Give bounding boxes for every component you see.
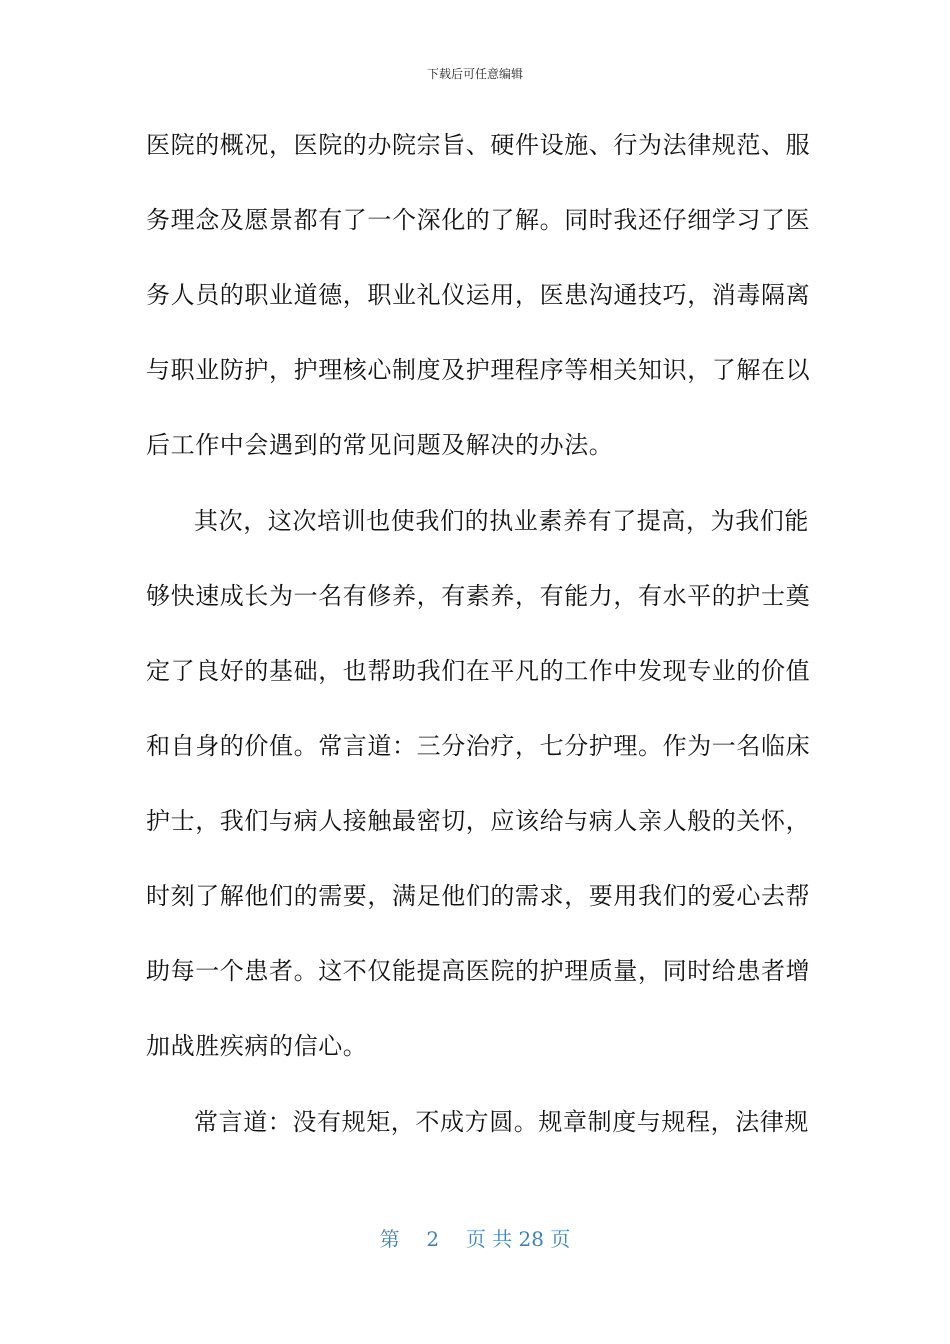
text-line: 定了良好的基础，也帮助我们在平凡的工作中发现专业的价值: [146, 657, 811, 685]
footer-middle: 页 共: [465, 1227, 513, 1251]
text-line: 护士，我们与病人接触最密切，应该给与病人亲人般的关怀，: [146, 807, 811, 835]
page-number-footer: [0, 1226, 950, 1252]
total-page-number: 28: [518, 1227, 544, 1251]
text-line: 后工作中会遇到的常见问题及解决的办法。: [146, 431, 614, 459]
paragraph-first-line: 其次，这次培训也使我们的执业素养有了提高，为我们能: [194, 507, 809, 535]
text-line: 加战胜疾病的信心。: [146, 1032, 368, 1060]
text-line: 医院的概况，医院的办院宗旨、硬件设施、行为法律规范、服: [146, 131, 811, 159]
text-line: 够快速成长为一名有修养，有素养，有能力，有水平的护士奠: [146, 582, 811, 610]
text-line: 务理念及愿景都有了一个深化的了解。同时我还仔细学习了医: [146, 206, 811, 234]
text-line: 务人员的职业道德，职业礼仪运用，医患沟通技巧，消毒隔离: [146, 281, 811, 309]
footer-suffix: 页: [550, 1227, 571, 1251]
current-page-number: 2: [426, 1227, 440, 1251]
text-line: 和自身的价值。常言道：三分治疗，七分护理。作为一名临床: [146, 732, 811, 760]
text-line: 与职业防护，护理核心制度及护理程序等相关知识，了解在以: [146, 356, 811, 384]
text-line: 时刻了解他们的需要，满足他们的需求，要用我们的爱心去帮: [146, 882, 811, 910]
page-header-note: 下载后可任意编辑: [426, 67, 523, 81]
paragraph-first-line: 常言道：没有规矩，不成方圆。规章制度与规程，法律规: [194, 1108, 809, 1136]
text-line: 助每一个患者。这不仅能提高医院的护理质量，同时给患者增: [146, 957, 811, 985]
footer-prefix: 第: [379, 1227, 400, 1251]
